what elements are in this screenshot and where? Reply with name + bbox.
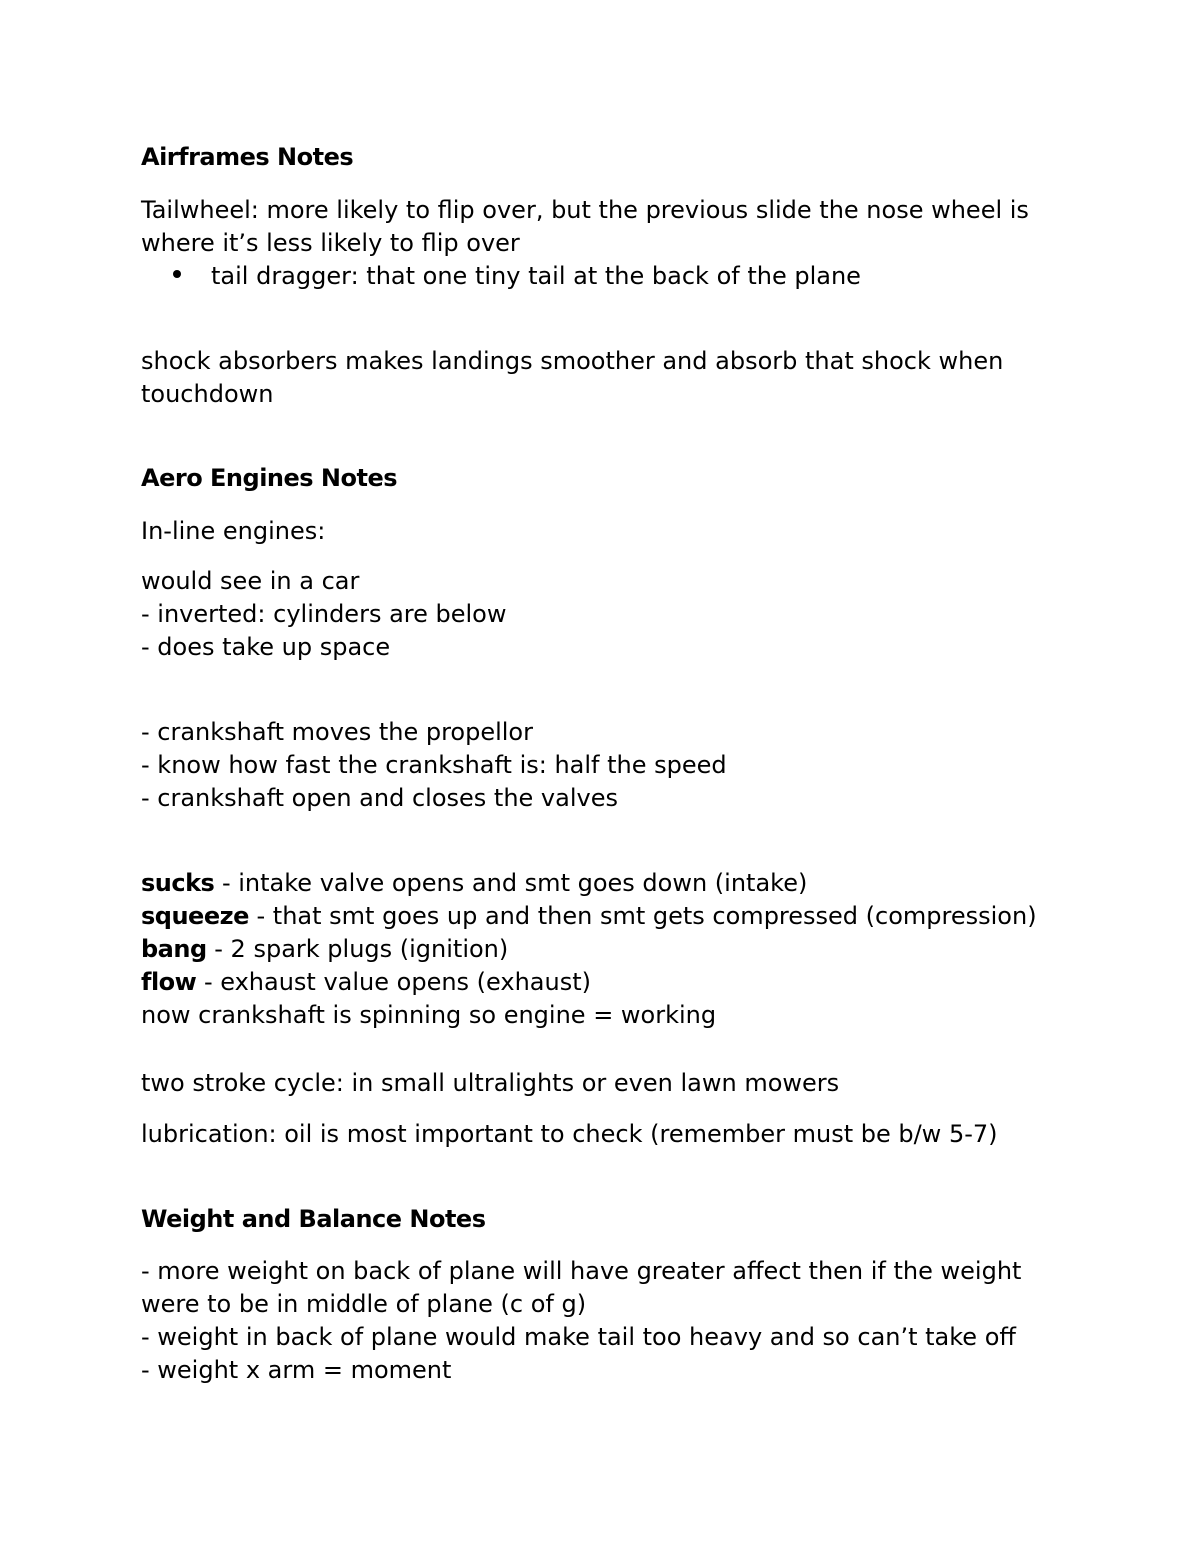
stroke-line [141,867,1051,900]
stroke-term: squeeze [141,902,249,930]
text-line: - weight in back of plane would make tail too heavy and so can’t take off [141,1323,1016,1351]
text-line: were to be in middle of plane (c of g) [141,1290,587,1318]
text-line: touchdown [141,380,274,408]
four-stroke-notes [141,867,1051,1032]
stroke-term: bang [141,935,207,963]
lubrication-line: lubrication: oil is most important to check (remember must be b/w 5-7) [141,1120,998,1148]
airframes-heading: Airframes Notes [141,143,354,171]
stroke-term: flow [141,968,197,996]
text-line: where it’s less likely to flip over [141,229,520,257]
text-line: - weight x arm = moment [141,1356,452,1384]
weight-balance-heading: Weight and Balance Notes [141,1205,486,1233]
stroke-text: - that smt goes up and then smt gets compressed (compression) [248,902,1037,930]
aero-engines-heading: Aero Engines Notes [141,464,398,492]
bullet-item [141,260,1051,293]
stroke-line [141,966,1051,999]
text-line: - know how fast the crankshaft is: half the speed [141,751,727,779]
two-stroke-line: two stroke cycle: in small ultralights or even lawn mowers [141,1069,840,1097]
text-line: shock absorbers makes landings smoother and absorb that shock when [141,347,1004,375]
text-line: - crankshaft open and closes the valves [141,784,618,812]
text-line: - crankshaft moves the propellor [141,718,533,746]
crankshaft-notes [141,716,1051,815]
stroke-line [141,933,1051,966]
stroke-text: - intake valve opens and smt goes down (intake) [214,869,808,897]
text-line: - more weight on back of plane will have greater affect then if the weight [141,1257,1022,1285]
text-line: - does take up space [141,633,391,661]
stroke-text: - 2 spark plugs (ignition) [206,935,509,963]
text-line: would see in a car [141,567,360,595]
car-notes [141,565,1051,664]
weight-balance-notes [141,1255,1051,1387]
working-line: now crankshaft is spinning so engine = working [141,1001,717,1029]
stroke-term: sucks [141,869,215,897]
stroke-text: - exhaust value opens (exhaust) [196,968,591,996]
stroke-line [141,900,1051,933]
bullet-text: tail dragger: that one tiny tail at the back of the plane [211,262,861,290]
text-line: - inverted: cylinders are below [141,600,507,628]
tailwheel-paragraph [141,194,1051,260]
shock-absorbers-paragraph [141,345,1051,411]
text-line: Tailwheel: more likely to flip over, but the previous slide the nose wheel is [141,196,1029,224]
inline-engines-label: In-line engines: [141,517,326,545]
